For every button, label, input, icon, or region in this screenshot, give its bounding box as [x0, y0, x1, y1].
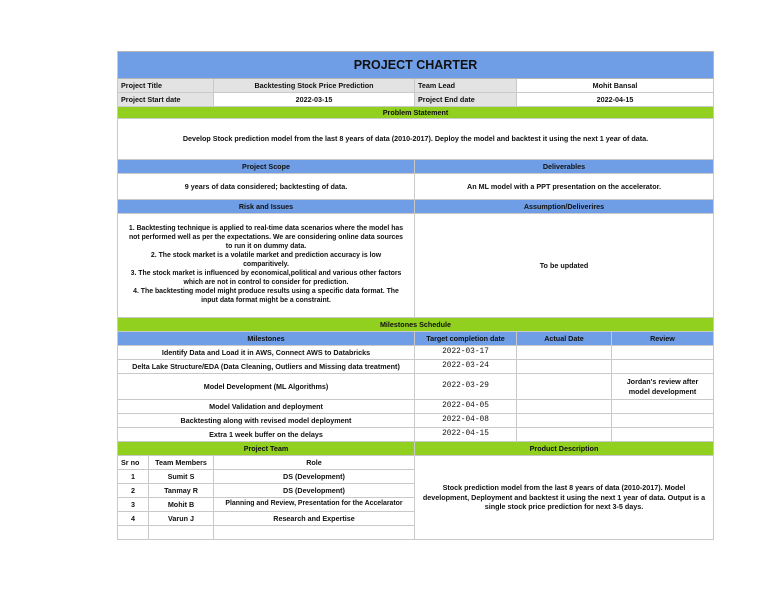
col-milestones: Milestones	[117, 332, 415, 346]
milestone-target: 2022-04-15	[415, 428, 517, 442]
team-row	[117, 470, 415, 484]
milestone-row	[117, 374, 714, 400]
team-sr-empty	[117, 526, 149, 540]
team-role-empty	[214, 526, 415, 540]
milestone-row	[117, 346, 714, 360]
milestone-review	[612, 428, 714, 442]
risk-heading: Risk and Issues	[117, 200, 415, 214]
team-member: Varun J	[149, 512, 214, 526]
scope-text: 9 years of data considered; backtesting of data.	[117, 174, 415, 200]
col-actual-date: Actual Date	[517, 332, 612, 346]
risk-line: which are not in control to consider for prediction.	[183, 278, 349, 286]
team-sr: 2	[117, 484, 149, 498]
milestone-review: Jordan's review after model development	[612, 374, 714, 400]
deliverables-text: An ML model with a PPT presentation on the accelerator.	[415, 174, 714, 200]
project-charter-sheet	[117, 51, 714, 540]
problem-text: Develop Stock prediction model from the last 8 years of data (2010-2017). Deploy the model and backtest it using the next 1 year of data.	[117, 119, 714, 160]
start-date-label: Project Start date	[117, 93, 214, 107]
milestone-row	[117, 414, 714, 428]
team-heading: Project Team	[117, 442, 415, 456]
assumption-text: To be updated	[415, 214, 714, 318]
risk-line: 2. The stock market is a volatile market and prediction accuracy is low	[150, 252, 382, 260]
col-review: Review	[612, 332, 714, 346]
milestone-target: 2022-03-29	[415, 374, 517, 400]
risk-line: input data format might be a constraint.	[201, 296, 331, 304]
product-line: development, Deployment and backtest it using the next 1 year of data. Output is a	[422, 492, 706, 502]
milestone-review	[612, 414, 714, 428]
milestone-name: Model Development (ML Algorithms)	[117, 374, 415, 400]
team-sr: 1	[117, 470, 149, 484]
col-role: Role	[214, 456, 415, 470]
product-description	[415, 456, 714, 540]
team-sr: 4	[117, 512, 149, 526]
milestone-target: 2022-04-05	[415, 400, 517, 414]
problem-heading: Problem Statement	[117, 107, 714, 119]
team-role: DS (Development)	[214, 484, 415, 498]
product-line: Stock prediction model from the last 8 years of data (2010-2017). Model	[442, 483, 686, 493]
milestone-review	[612, 346, 714, 360]
risk-line: to run it on dummy data.	[225, 243, 307, 251]
col-sr-no: Sr no	[117, 456, 149, 470]
risk-line: not performed well as per the expectations. We are considering online data sources	[128, 234, 404, 242]
team-row	[117, 512, 415, 526]
team-member-empty	[149, 526, 214, 540]
team-role: Research and Expertise	[214, 512, 415, 526]
milestone-actual	[517, 400, 612, 414]
milestone-name: Identify Data and Load it in AWS, Connect AWS to Databricks	[117, 346, 415, 360]
team-member: Mohit B	[149, 498, 214, 512]
team-row	[117, 498, 415, 512]
milestone-row	[117, 360, 714, 374]
team-table	[117, 456, 415, 540]
product-line: single stock price prediction for next 3-5 days.	[484, 502, 644, 512]
scope-heading: Project Scope	[117, 160, 415, 174]
milestone-target: 2022-03-24	[415, 360, 517, 374]
milestone-actual	[517, 428, 612, 442]
team-role: DS (Development)	[214, 470, 415, 484]
team-member: Sumit S	[149, 470, 214, 484]
milestone-actual	[517, 346, 612, 360]
col-team-members: Team Members	[149, 456, 214, 470]
milestone-actual	[517, 374, 612, 400]
milestone-review	[612, 360, 714, 374]
milestone-row	[117, 400, 714, 414]
team-member: Tanmay R	[149, 484, 214, 498]
milestone-actual	[517, 414, 612, 428]
end-date-value: 2022-04-15	[517, 93, 714, 107]
end-date-label: Project End date	[415, 93, 517, 107]
assumption-heading: Assumption/Deliverires	[415, 200, 714, 214]
risk-line: comparitively.	[243, 261, 289, 269]
col-target-date: Target completion date	[415, 332, 517, 346]
milestone-name: Extra 1 week buffer on the delays	[117, 428, 415, 442]
start-date-value: 2022-03-15	[214, 93, 415, 107]
risk-line: 1. Backtesting technique is applied to real-time data scenarios where the model has	[128, 225, 404, 233]
risk-line: 3. The stock market is influenced by economical,political and various other factors	[130, 269, 402, 277]
milestone-target: 2022-03-17	[415, 346, 517, 360]
milestone-review	[612, 400, 714, 414]
milestone-row	[117, 428, 714, 442]
team-row	[117, 484, 415, 498]
risk-line: 4. The backtesting model might produce results using a specific data format. The	[133, 287, 399, 295]
team-role: Planning and Review, Presentation for the Accelarator	[214, 498, 415, 512]
team-lead-label: Team Lead	[415, 79, 517, 93]
team-lead-value: Mohit Bansal	[517, 79, 714, 93]
charter-title: PROJECT CHARTER	[117, 51, 714, 79]
milestone-target: 2022-04-08	[415, 414, 517, 428]
milestone-actual	[517, 360, 612, 374]
product-heading: Product Description	[415, 442, 714, 456]
milestone-name: Backtesting along with revised model deployment	[117, 414, 415, 428]
team-sr: 3	[117, 498, 149, 512]
team-row	[117, 526, 415, 540]
deliverables-heading: Deliverables	[415, 160, 714, 174]
milestones-heading: Milestones Schedule	[117, 318, 714, 332]
milestone-name: Model Validation and deployment	[117, 400, 415, 414]
milestone-name: Delta Lake Structure/EDA (Data Cleaning, Outliers and Missing data treatment)	[117, 360, 415, 374]
risk-list	[117, 214, 415, 318]
project-title-value: Backtesting Stock Price Prediction	[214, 79, 415, 93]
project-title-label: Project Title	[117, 79, 214, 93]
